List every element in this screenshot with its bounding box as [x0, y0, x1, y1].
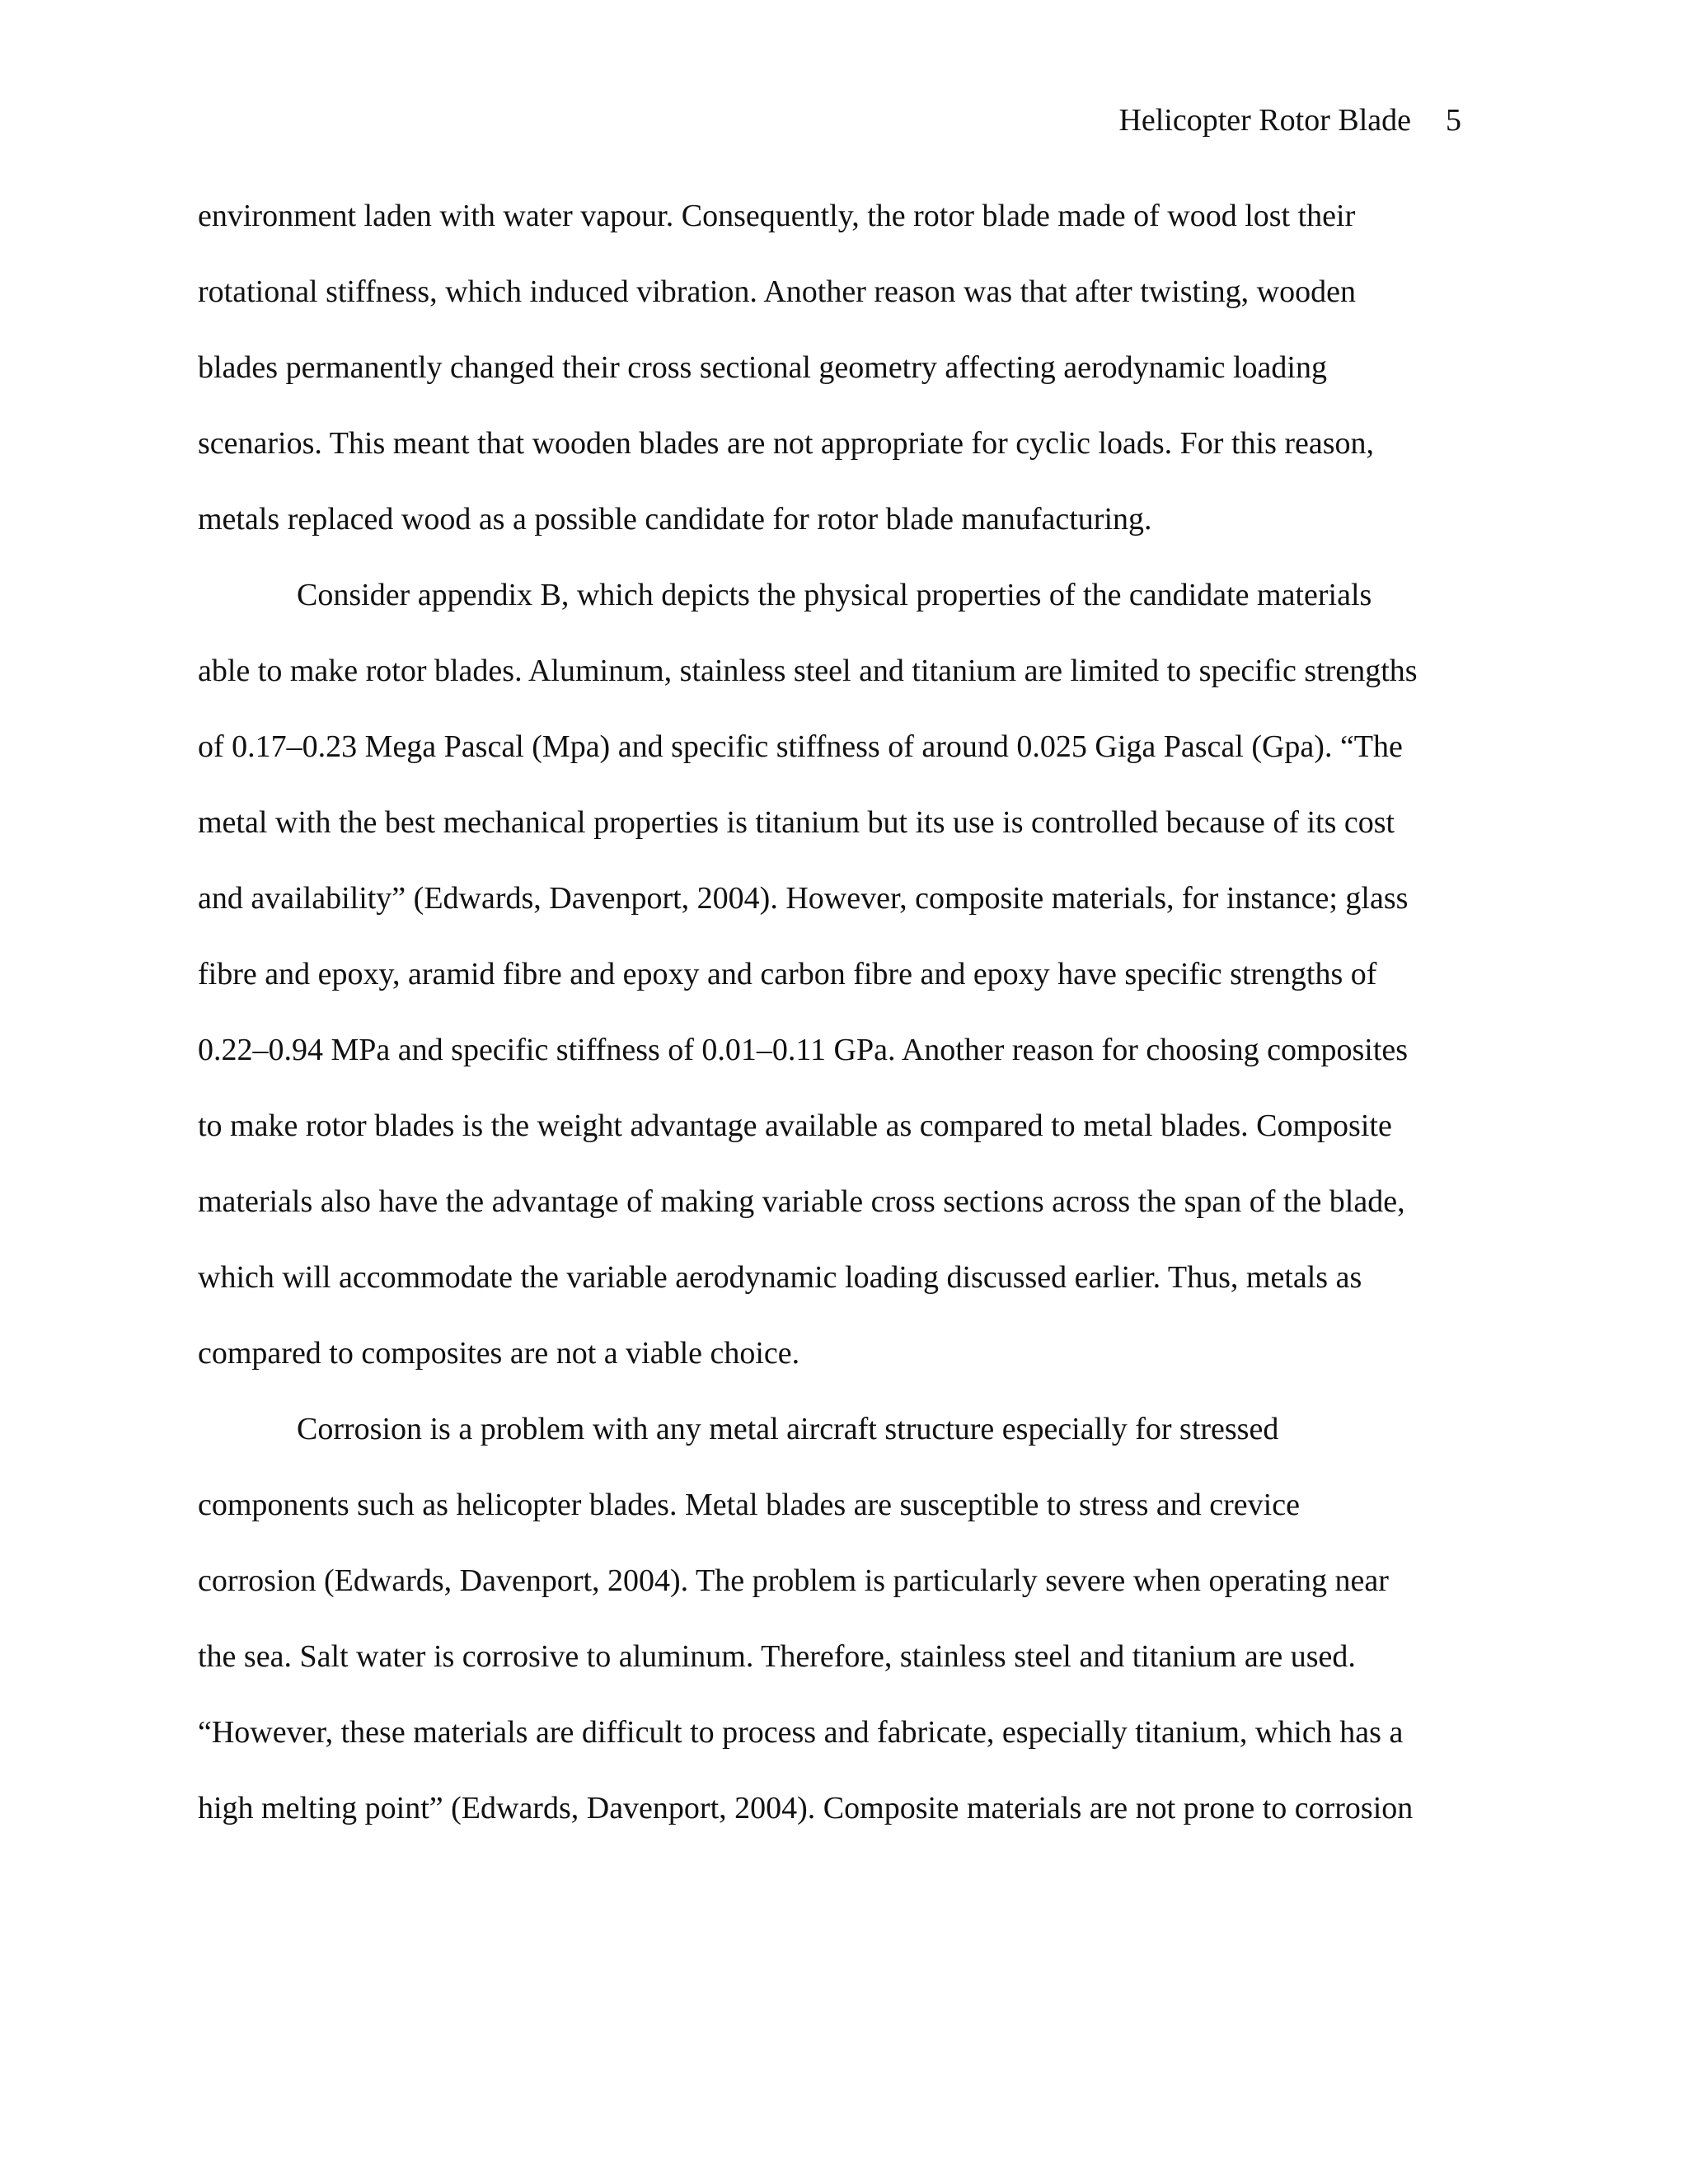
text-line: of 0.17–0.23 Mega Pascal (Mpa) and specific stiffness of around 0.025 Giga Pascal (Gpa). “The — [198, 729, 1403, 764]
text-line: metals replaced wood as a possible candidate for rotor blade manufacturing. — [198, 502, 1152, 537]
text-line: high melting point” (Edwards, Davenport, 2004). Composite materials are not prone to corrosion — [198, 1791, 1414, 1825]
paragraph-first-line: Corrosion is a problem with any metal aircraft structure especially for stressed — [297, 1412, 1279, 1446]
page-number: 5 — [1446, 103, 1461, 138]
text-line: to make rotor blades is the weight advantage available as compared to metal blades. Composite — [198, 1108, 1392, 1143]
text-line: blades permanently changed their cross sectional geometry affecting aerodynamic loading — [198, 350, 1327, 385]
text-line: compared to composites are not a viable choice. — [198, 1336, 800, 1371]
text-line: “However, these materials are difficult to process and fabricate, especially titanium, which has a — [198, 1715, 1404, 1750]
text-line: materials also have the advantage of making variable cross sections across the span of the blade, — [198, 1184, 1405, 1219]
paragraph-first-line: Consider appendix B, which depicts the physical properties of the candidate materials — [297, 578, 1372, 612]
running-head — [1118, 96, 1461, 145]
running-head-title: Helicopter Rotor Blade — [1118, 103, 1411, 138]
text-line: which will accommodate the variable aerodynamic loading discussed earlier. Thus, metals as — [198, 1260, 1362, 1295]
text-line: corrosion (Edwards, Davenport, 2004). The problem is particularly severe when operating near — [198, 1563, 1389, 1598]
text-line: and availability” (Edwards, Davenport, 2004). However, composite materials, for instance; glass — [198, 881, 1409, 916]
text-line: able to make rotor blades. Aluminum, stainless steel and titanium are limited to specific strengths — [198, 654, 1418, 688]
text-line: the sea. Salt water is corrosive to aluminum. Therefore, stainless steel and titanium are used. — [198, 1639, 1356, 1674]
text-line: environment laden with water vapour. Consequently, the rotor blade made of wood lost their — [198, 199, 1356, 233]
text-line: scenarios. This meant that wooden blades are not appropriate for cyclic loads. For this reason, — [198, 426, 1375, 461]
text-line: components such as helicopter blades. Metal blades are susceptible to stress and crevice — [198, 1488, 1300, 1522]
text-line: fibre and epoxy, aramid fibre and epoxy and carbon fibre and epoxy have specific strengths of — [198, 957, 1377, 991]
text-line: metal with the best mechanical properties is titanium but its use is controlled because of its cost — [198, 805, 1395, 840]
text-line: rotational stiffness, which induced vibration. Another reason was that after twisting, wooden — [198, 274, 1356, 309]
text-line: 0.22–0.94 MPa and specific stiffness of 0.01–0.11 GPa. Another reason for choosing composites — [198, 1033, 1409, 1067]
body-text — [198, 191, 1418, 1859]
